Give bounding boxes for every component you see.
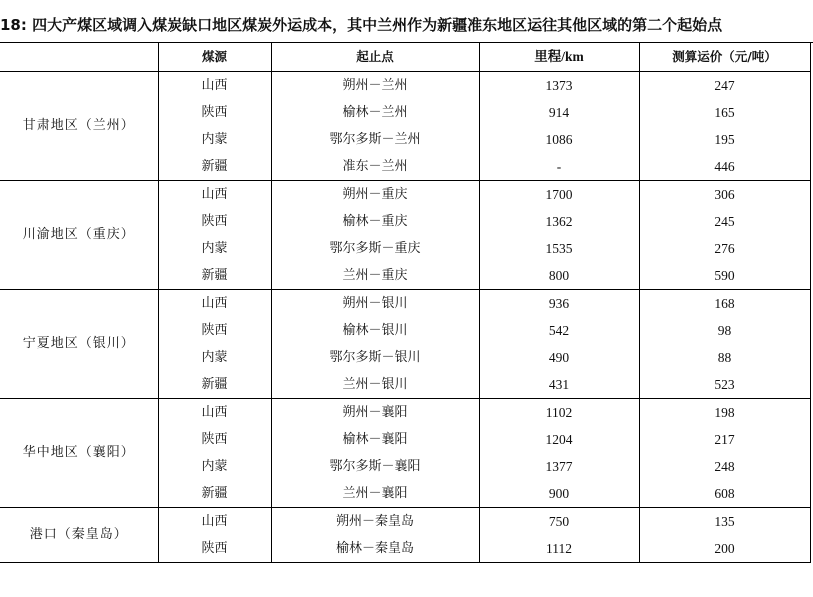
cost-cell: 200	[639, 535, 810, 563]
cost-cell: 590	[639, 262, 810, 290]
distance-cell: 1377	[479, 453, 639, 480]
route-cell: 兰州－重庆	[271, 262, 479, 290]
route-cell: 榆林－兰州	[271, 99, 479, 126]
cost-cell: 88	[639, 344, 810, 371]
distance-cell: 1086	[479, 126, 639, 153]
route-cell: 榆林－重庆	[271, 208, 479, 235]
cost-cell: 98	[639, 317, 810, 344]
header-region	[0, 43, 158, 72]
source-cell: 山西	[158, 290, 271, 318]
header-route: 起止点	[271, 43, 479, 72]
route-cell: 朔州－襄阳	[271, 399, 479, 427]
route-cell: 鄂尔多斯－重庆	[271, 235, 479, 262]
route-cell: 榆林－秦皇岛	[271, 535, 479, 563]
source-cell: 陕西	[158, 208, 271, 235]
cost-cell: 217	[639, 426, 810, 453]
distance-cell: 900	[479, 480, 639, 508]
cost-cell: 523	[639, 371, 810, 399]
table-body	[0, 72, 810, 563]
source-cell: 陕西	[158, 426, 271, 453]
header-distance: 里程/km	[479, 43, 639, 72]
table-row	[0, 290, 810, 318]
coal-transport-cost-table	[0, 43, 811, 563]
distance-cell: 490	[479, 344, 639, 371]
region-cell: 甘肃地区（兰州）	[0, 72, 158, 181]
table-row	[0, 181, 810, 209]
table-row	[0, 72, 810, 100]
cost-cell: 245	[639, 208, 810, 235]
route-cell: 准东－兰州	[271, 153, 479, 181]
header-source: 煤源	[158, 43, 271, 72]
distance-cell: 1112	[479, 535, 639, 563]
source-cell: 山西	[158, 399, 271, 427]
cost-cell: 168	[639, 290, 810, 318]
cost-cell: 195	[639, 126, 810, 153]
source-cell: 新疆	[158, 371, 271, 399]
source-cell: 陕西	[158, 535, 271, 563]
table-row	[0, 399, 810, 427]
source-cell: 内蒙	[158, 126, 271, 153]
region-cell: 宁夏地区（银川）	[0, 290, 158, 399]
route-cell: 鄂尔多斯－襄阳	[271, 453, 479, 480]
route-cell: 鄂尔多斯－兰州	[271, 126, 479, 153]
source-cell: 内蒙	[158, 453, 271, 480]
source-cell: 山西	[158, 72, 271, 100]
source-cell: 新疆	[158, 153, 271, 181]
cost-cell: 247	[639, 72, 810, 100]
route-cell: 朔州－重庆	[271, 181, 479, 209]
distance-cell: 750	[479, 508, 639, 536]
region-cell: 港口（秦皇岛）	[0, 508, 158, 563]
distance-cell: -	[479, 153, 639, 181]
distance-cell: 1362	[479, 208, 639, 235]
distance-cell: 1535	[479, 235, 639, 262]
source-cell: 新疆	[158, 262, 271, 290]
route-cell: 朔州－兰州	[271, 72, 479, 100]
cost-cell: 608	[639, 480, 810, 508]
cost-cell: 165	[639, 99, 810, 126]
route-cell: 兰州－襄阳	[271, 480, 479, 508]
source-cell: 内蒙	[158, 235, 271, 262]
route-cell: 榆林－襄阳	[271, 426, 479, 453]
cost-cell: 198	[639, 399, 810, 427]
route-cell: 兰州－银川	[271, 371, 479, 399]
region-cell: 华中地区（襄阳）	[0, 399, 158, 508]
distance-cell: 936	[479, 290, 639, 318]
cost-cell: 306	[639, 181, 810, 209]
route-cell: 榆林－银川	[271, 317, 479, 344]
region-cell: 川渝地区（重庆）	[0, 181, 158, 290]
distance-cell: 431	[479, 371, 639, 399]
cost-cell: 135	[639, 508, 810, 536]
distance-cell: 1102	[479, 399, 639, 427]
cost-cell: 248	[639, 453, 810, 480]
source-cell: 内蒙	[158, 344, 271, 371]
header-cost: 测算运价（元/吨）	[639, 43, 810, 72]
route-cell: 朔州－秦皇岛	[271, 508, 479, 536]
distance-cell: 1700	[479, 181, 639, 209]
table-title: 18: 四大产煤区域调入煤炭缺口地区煤炭外运成本，其中兰州作为新疆准东地区运往其他区域的第二个起始点	[0, 16, 723, 34]
distance-cell: 1204	[479, 426, 639, 453]
cost-cell: 276	[639, 235, 810, 262]
route-cell: 鄂尔多斯－银川	[271, 344, 479, 371]
distance-cell: 1373	[479, 72, 639, 100]
source-cell: 陕西	[158, 317, 271, 344]
source-cell: 陕西	[158, 99, 271, 126]
distance-cell: 542	[479, 317, 639, 344]
source-cell: 山西	[158, 508, 271, 536]
route-cell: 朔州－银川	[271, 290, 479, 318]
distance-cell: 800	[479, 262, 639, 290]
header-row	[0, 43, 810, 72]
source-cell: 新疆	[158, 480, 271, 508]
table-row	[0, 508, 810, 536]
cost-cell: 446	[639, 153, 810, 181]
source-cell: 山西	[158, 181, 271, 209]
distance-cell: 914	[479, 99, 639, 126]
